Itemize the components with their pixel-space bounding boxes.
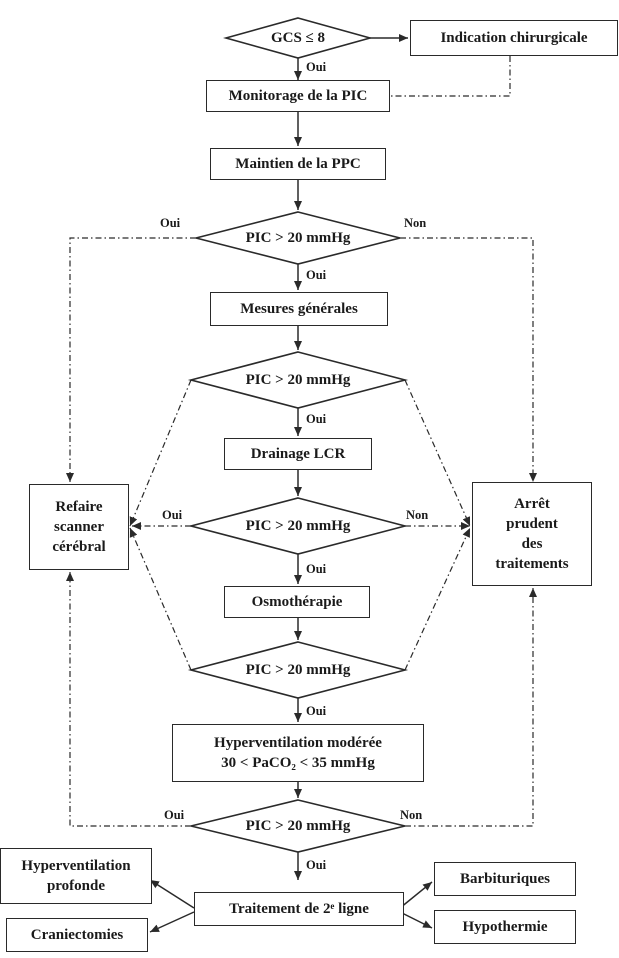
hyperventilation-profonde-line1: Hyperventilation xyxy=(21,858,131,874)
box-monitorage-pic: Monitorage de la PIC xyxy=(206,80,390,112)
refaire-line3: cérébral xyxy=(52,539,106,555)
arret-line1: Arrêt xyxy=(514,496,550,512)
hyperventilation-moderee-line2: 30 < PaCO₂ < 35 mmHg xyxy=(221,755,375,771)
decision-pic4: PIC > 20 mmHg xyxy=(245,661,351,678)
box-traitement-2e-ligne: Traitement de 2ᵉ ligne xyxy=(194,892,404,926)
decision-pic5: PIC > 20 mmHg xyxy=(245,817,351,834)
box-maintien-ppc: Maintien de la PPC xyxy=(210,148,386,180)
box-mesures-generales: Mesures générales xyxy=(210,292,388,326)
box-hyperventilation-moderee xyxy=(172,724,424,782)
label-non-pic3-right: Non xyxy=(406,508,429,522)
box-hyperventilation-profonde xyxy=(0,848,152,904)
label-oui-pic2-down: Oui xyxy=(306,412,327,426)
box-indication-chirurgicale: Indication chirurgicale xyxy=(410,20,618,56)
label-oui-pic5-down: Oui xyxy=(306,858,327,872)
arret-line4: traitements xyxy=(495,556,569,572)
hyperventilation-profonde-line2: profonde xyxy=(46,878,106,894)
arret-line2: prudent xyxy=(506,516,558,532)
box-arret-traitements xyxy=(472,482,592,586)
label-oui-gcs: Oui xyxy=(306,60,327,74)
refaire-line1: Refaire xyxy=(55,499,103,515)
box-barbituriques: Barbituriques xyxy=(434,862,576,896)
box-refaire-scanner xyxy=(29,484,129,570)
arret-line3: des xyxy=(521,536,543,552)
label-oui-pic4-down: Oui xyxy=(306,704,327,718)
hyperventilation-moderee-line1: Hyperventilation modérée xyxy=(214,735,382,751)
decision-pic3: PIC > 20 mmHg xyxy=(245,517,351,534)
decision-pic1: PIC > 20 mmHg xyxy=(245,229,351,246)
label-non-pic1-right: Non xyxy=(404,216,427,230)
refaire-line2: scanner xyxy=(54,519,104,535)
decision-gcs: GCS ≤ 8 xyxy=(270,29,326,46)
box-hypothermie: Hypothermie xyxy=(434,910,576,944)
label-oui-pic1-left: Oui xyxy=(160,216,181,230)
decision-pic2: PIC > 20 mmHg xyxy=(245,371,351,388)
box-osmotherapie: Osmothérapie xyxy=(224,586,370,618)
box-craniectomies: Craniectomies xyxy=(6,918,148,952)
label-oui-pic5-left: Oui xyxy=(164,808,185,822)
label-oui-pic1-down: Oui xyxy=(306,268,327,282)
box-drainage-lcr: Drainage LCR xyxy=(224,438,372,470)
label-non-pic5-right: Non xyxy=(400,808,423,822)
label-oui-pic3-left: Oui xyxy=(162,508,183,522)
label-oui-pic3-down: Oui xyxy=(306,562,327,576)
